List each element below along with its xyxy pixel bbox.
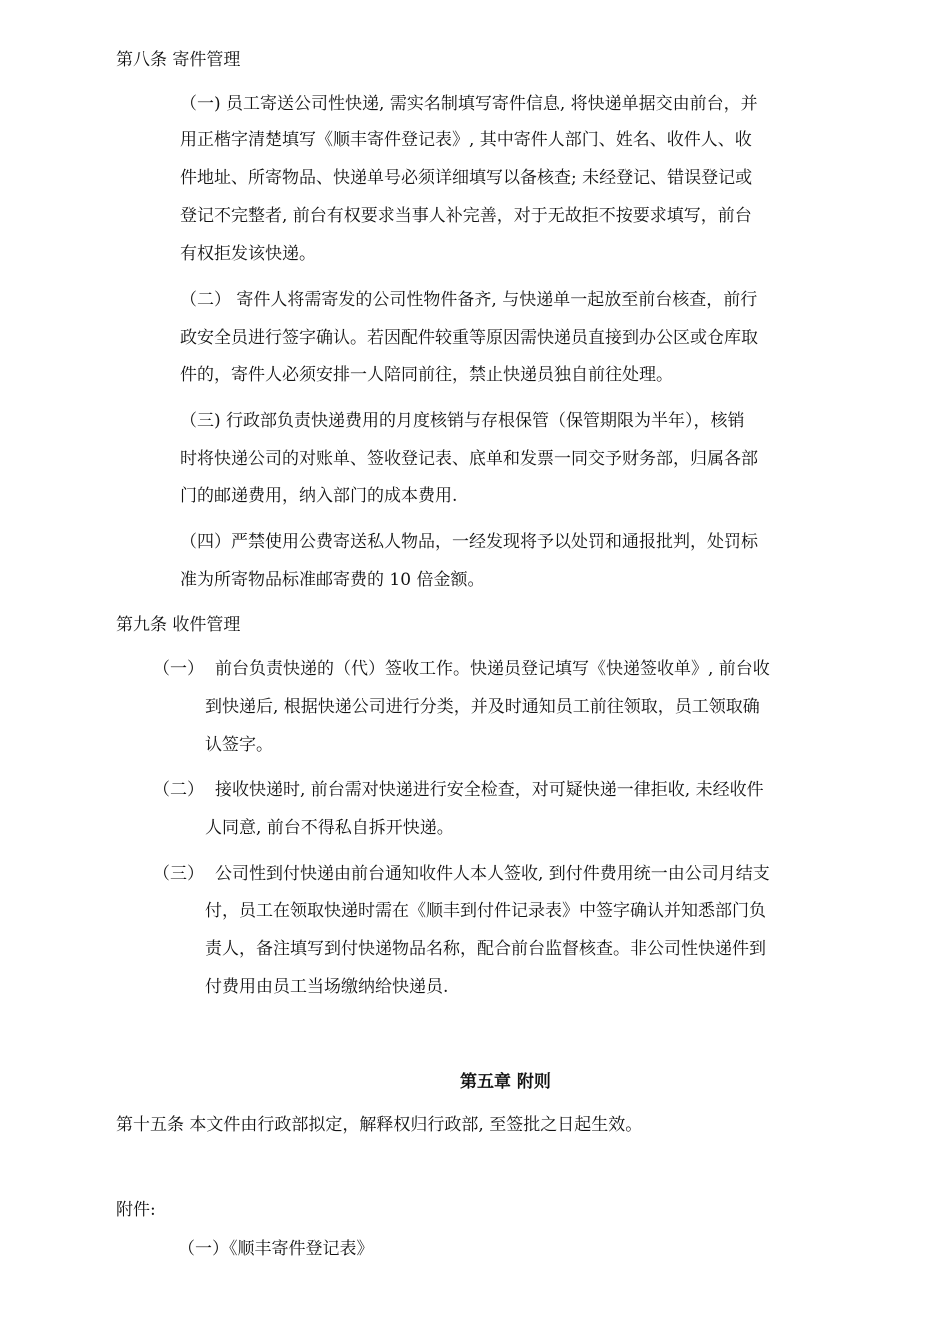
item-number: （二） (153, 780, 204, 800)
article-8-title: 第八条 寄件管理 (116, 50, 241, 70)
paragraph-line: （四）严禁使用公费寄送私人物品，一经发现将予以处罚和通报批判，处罚标 (180, 532, 758, 552)
paragraph-line: （二） 寄件人将需寄发的公司性物件备齐, 与快递单一起放至前台核查，前行 (180, 290, 758, 310)
paragraph-line: 责人，备注填写到付快递物品名称，配合前台监督核查。非公司性快递件到 (205, 939, 766, 959)
attachments-label: 附件: (116, 1200, 156, 1220)
paragraph-line: 认签字。 (205, 735, 273, 755)
paragraph-line: 到快递后, 根据快递公司进行分类，并及时通知员工前往领取，员工领取确 (205, 697, 760, 717)
paragraph-line: 付费用由员工当场缴纳给快递员. (205, 977, 449, 997)
paragraph-line: 时将快递公司的对账单、签收登记表、底单和发票一同交予财务部，归属各部 (180, 449, 758, 469)
item-number: （一） (153, 659, 204, 679)
paragraph-line: （一) 员工寄送公司性快递, 需实名制填写寄件信息, 将快递单据交由前台，并 (180, 94, 758, 114)
paragraph-line: 接收快递时, 前台需对快递进行安全检查，对可疑快递一律拒收, 未经收件 (215, 780, 764, 800)
paragraph-line: 人同意, 前台不得私自拆开快递。 (205, 818, 454, 838)
paragraph-line: 用正楷字清楚填写《顺丰寄件登记表》, 其中寄件人部门、姓名、收件人、收 (180, 130, 752, 150)
paragraph-line: 准为所寄物品标准邮寄费的 10 倍金额。 (180, 570, 485, 590)
article-15: 第十五条 本文件由行政部拟定，解释权归行政部, 至签批之日起生效。 (116, 1115, 643, 1135)
paragraph-line: 有权拒发该快递。 (180, 244, 316, 264)
paragraph-line: 公司性到付快递由前台通知收件人本人签收, 到付件费用统一由公司月结支 (215, 864, 770, 884)
chapter-5-heading: 第五章 附则 (460, 1072, 551, 1092)
paragraph-line: 付，员工在领取快递时需在《顺丰到付件记录表》中签字确认并知悉部门负 (205, 901, 766, 921)
attachment-item: （一）《顺丰寄件登记表》 (178, 1239, 374, 1259)
paragraph-line: 件的，寄件人必须安排一人陪同前往，禁止快递员独自前往处理。 (180, 365, 673, 385)
paragraph-line: 登记不完整者, 前台有权要求当事人补完善，对于无故拒不按要求填写，前台 (180, 206, 752, 226)
item-number: （三） (153, 864, 204, 884)
paragraph-line: 政安全员进行签字确认。若因配件较重等原因需快递员直接到办公区或仓库取 (180, 328, 758, 348)
paragraph-line: （三) 行政部负责快递费用的月度核销与存根保管（保管期限为半年），核销 (180, 411, 745, 431)
paragraph-line: 件地址、所寄物品、快递单号必须详细填写以备核查; 未经登记、错误登记或 (180, 168, 753, 188)
article-9-title: 第九条 收件管理 (116, 615, 241, 635)
paragraph-line: 前台负责快递的（代）签收工作。快递员登记填写《快递签收单》, 前台收 (215, 659, 770, 679)
paragraph-line: 门的邮递费用，纳入部门的成本费用. (180, 486, 458, 506)
